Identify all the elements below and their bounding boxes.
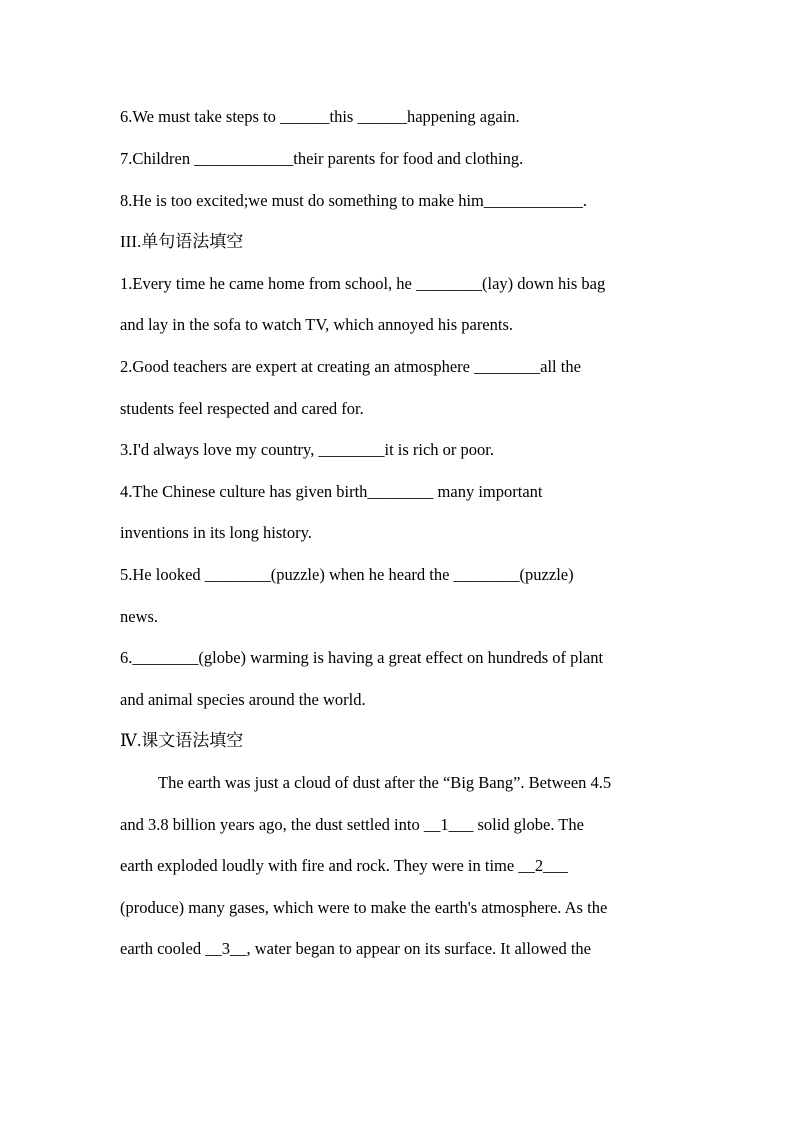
exercise-line: students feel respected and cared for. — [120, 399, 364, 418]
section-heading: III.单句语法填空 — [120, 232, 244, 251]
exercise-line: 6.________(globe) warming is having a great effect on hundreds of plant — [120, 648, 604, 667]
passage-line: earth cooled __3__, water began to appear on its surface. It allowed the — [120, 939, 591, 958]
exercise-line: 2.Good teachers are expert at creating an atmosphere ________all the — [120, 357, 581, 376]
exercise-line: 7.Children ____________their parents for food and clothing. — [120, 149, 524, 168]
passage-line: and 3.8 billion years ago, the dust settled into __1___ solid globe. The — [120, 815, 584, 834]
passage-line: (produce) many gases, which were to make the earth's atmosphere. As the — [120, 898, 608, 917]
exercise-line: 1.Every time he came home from school, he ________(lay) down his bag — [120, 274, 606, 293]
exercise-line: 5.He looked ________(puzzle) when he heard the ________(puzzle) — [120, 565, 574, 584]
exercise-line: 6.We must take steps to ______this ______happening again. — [120, 107, 520, 126]
exercise-line: 4.The Chinese culture has given birth________ many important — [120, 482, 543, 501]
passage-line: earth exploded loudly with fire and rock. They were in time __2___ — [120, 856, 568, 875]
exercise-line: inventions in its long history. — [120, 523, 312, 542]
exercise-line: 8.He is too excited;we must do something to make him____________. — [120, 191, 587, 210]
exercise-line: 3.I'd always love my country, ________it is rich or poor. — [120, 440, 495, 459]
exercise-line: and animal species around the world. — [120, 690, 366, 709]
exercise-line: and lay in the sofa to watch TV, which annoyed his parents. — [120, 315, 514, 334]
section-heading: Ⅳ.课文语法填空 — [120, 731, 244, 750]
passage-line: The earth was just a cloud of dust after the “Big Bang”. Between 4.5 — [158, 773, 612, 792]
exercise-line: news. — [120, 607, 159, 626]
